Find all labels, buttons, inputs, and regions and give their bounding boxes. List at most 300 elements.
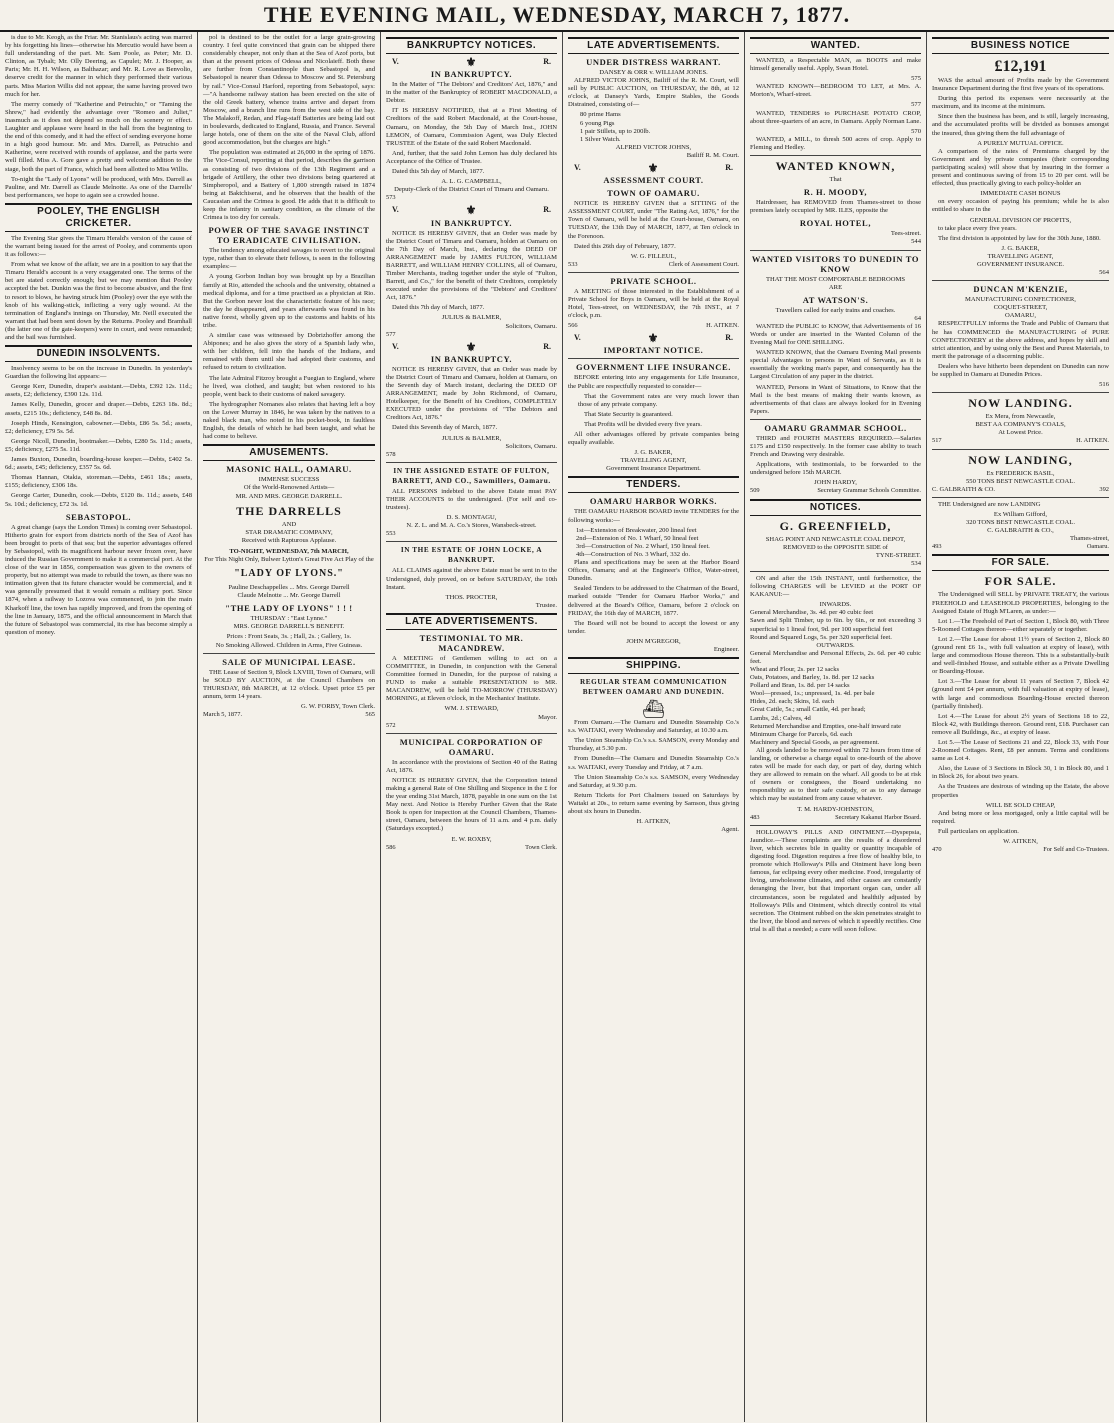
notice-text: All other advantages offered by private companies being equally available.: [568, 431, 739, 447]
divider: [568, 358, 739, 359]
heading-savage-instinct: POWER OF THE SAVAGE INSTINCT TO ERADICATE CIVILISATION.: [208, 225, 370, 246]
crest: [386, 203, 557, 218]
signature: Mayor.: [538, 713, 557, 721]
article-text: Insolvency seems to be on the increase in Dunedin. In yesterday's Guardian the following list appears:—: [5, 365, 192, 381]
crest-icon: ⚜: [465, 203, 477, 218]
notice-text: Sealed Tenders to be addressed to the Chairman of the Board, marked outside "Tender for Oamaru Harbor Works," and delivered at the Board's Office, Oamaru, before 2 o'clock on FRIDAY, the 16th day of MARCH, 1877.: [568, 585, 739, 617]
wanted-heading: WANTED VISITORS TO DUNEDIN TO KNOW: [751, 253, 920, 274]
heading-amusements: AMUSEMENTS.: [203, 444, 375, 461]
signature: N. Z. L. and M. A. Co.'s Stores, Wansbeck-street.: [406, 522, 537, 530]
ad-line: THAT THE MOST COMFORTABLE BEDROOMS: [765, 275, 906, 283]
ad-footer: [932, 437, 1109, 445]
crest-icon: ⚜: [465, 339, 477, 354]
notice-heading: NOW LANDING.: [968, 396, 1073, 411]
ad-number: 566: [568, 322, 578, 330]
wanted-ad: Hairdresser, has REMOVED from Thames-street to those premises lately occupied by MR. ILES, opposite the: [750, 199, 921, 215]
notice-text: As the Trustees are desirous of winding up the Estate, the above properties: [932, 783, 1109, 799]
ad-number: 575: [911, 75, 921, 83]
ad-line: IMMENSE SUCCESS: [258, 476, 320, 484]
list-item: Hides, 2d. each; Skins, 1d. each: [750, 698, 835, 706]
heading-bankruptcy-notices: BANKRUPTCY NOTICES.: [386, 37, 557, 54]
ad-line: AT WATSON'S.: [802, 294, 869, 305]
list-item: Great Cattle, 5s.; small Cattle, 4d. per head;: [750, 706, 866, 714]
wanted-ad: WANTED KNOWN, that the Oamaru Evening Mail presents special Advantages to persons in Want of Servants, as it is essentially the working man's paper, and consequently has the Largest Circulation of any paper in the district.: [750, 349, 921, 381]
ad-footer: [568, 261, 739, 269]
notice-text: The Undersigned will SELL by PRIVATE TREATY, the various FREEHOLD and LEASEHOLD PROPERTIES, belonging to the Assigned Estate of Hugh M'Laren, as under:—: [932, 591, 1109, 615]
divider: [750, 250, 921, 251]
insolvent-entry: George Nicoll, Dunedin, bootmaker.—Debts, £280 5s. 11d.; assets, £5; deficiency, £275 5s. 11d.: [5, 437, 192, 453]
ad-number: 534: [911, 559, 921, 567]
signature: Thames-street,: [1070, 535, 1109, 543]
heading-for-sale: FOR SALE.: [932, 554, 1109, 571]
divider: [750, 825, 921, 826]
heading-business-notice: BUSINESS NOTICE: [932, 37, 1109, 54]
masthead: THE EVENING MAIL, WEDNESDAY, MARCH 7, 1877.: [0, 0, 1114, 32]
ad-number: 553: [386, 530, 396, 538]
ad-number: 570: [911, 127, 921, 135]
notice-heading: IN THE ASSIGNED ESTATE OF FULTON, BARRETT, AND CO., Sawmillers, Oamaru.: [392, 466, 551, 485]
list-item: Lambs, 2d.; Calves, 4d: [750, 714, 811, 722]
ad-line: AND: [281, 520, 297, 528]
ad-footer: [750, 814, 921, 822]
review-text: The merry comedy of "Katherine and Petruchio," or "Taming the Shrew," had evidently the advantage over "Romeo and Juliet," inasmuch as it does not depend so much on the scenery or effect. Laughter and applause were heard in the hall from the beginning to the end of this comedy, and it had the effect of sending everyone home in a high good humour. Mr. and Mrs. Darrell, as Petruchio and Katherine, were received with rounds of applause, and the parts were well filled. Miss A. Gore gave a pretty and welcome addition to the stage, both the part of France, which had been allotted to Miss Willis.: [5, 100, 192, 173]
notice-text: THE OAMARU HARBOR BOARD invite TENDERS for the following works:—: [568, 508, 739, 524]
review-text: is due to Mr. Keogh, as the Friar. Mr. Stanislaus's acting was marred by his forgetting his lines—otherwise his Mercutio would have been a full understanding of the part. Mr. Sam Poole, as Peter; Mr. D. Clinton, as Tybalt; Mr. Olly Deering, as Capulet; Mr. J. Hooper, as Paris; Mr. H. H. Wilson, as Balthazar; and Mr. R. Love as Benvolio, deserve credit for the manner in which they performed their various parts. Miss Marion Willis did not appear, the same having proved two much for her.: [5, 34, 192, 98]
notice-text: All goods landed to be removed within 72 hours from time of landing, or otherwise a charge equal to one-fourth of the above rates will be made for each day, or part of day, during which they are allowed to remain on the wharf. All goods to be at risk of owners or consignees, the Board undertaking no responsibility as to their safe custody, or as to any damage which may be sustained from any cause whatever.: [750, 746, 921, 803]
ad-line: That: [829, 176, 842, 184]
signature: Solicitors, Oamaru.: [505, 442, 557, 450]
heading-notices: NOTICES.: [750, 499, 921, 516]
notice-text: NOTICE IS HEREBY GIVEN that a SITTING of the ASSESSMENT COURT, under "The Rating Act, 1876," for the Town of Oamaru, will be held at the Court-house, Oamaru, on TUESDAY, the 13th Day of MARCH, 1877, at Ten o'clock in the Forenoon.: [568, 200, 739, 240]
list-item: General Merchandise, 3s. 4d. per 40 cubic feet: [750, 609, 874, 617]
ad-line: TYNE-STREET.: [875, 551, 921, 559]
ad-line: IMMEDIATE CASH BONUS: [980, 190, 1061, 198]
notice-text: The first division is appointed by law for the 30th June, 1880.: [938, 234, 1101, 242]
ad-number: 578: [386, 450, 396, 458]
notice-text: on every occasion of paying his premium; while he is also entitled to share in the: [932, 198, 1109, 214]
ad-line: REMOVED to the OPPOSITE SIDE of: [783, 543, 888, 551]
signature: Secretary Kakanui Harbor Board.: [835, 813, 921, 821]
lot-entry: Lot 4.—The Lease for about 2½ years of Sections 18 to 22, Block 42, with Buildings thereon. Ground rent, £18. Purchaser can remove all Buildings, &c., at expiry of lease.: [932, 712, 1109, 736]
ad-line: COQUET-STREET,: [993, 304, 1048, 312]
ad-footer: [386, 844, 557, 852]
ad-number: 573: [386, 194, 396, 202]
notice-text: NOTICE IS HEREBY GIVEN, that an Order was made by the District Court of Timaru and Oamaru, holden at Oamaru on the 7th Day of March, Inst., declaring the DEED OF ARRANGEMENT made by JAMES FULTON, WILLIAM BARRETT, and WILLIAM HENRY COLLINS, all of Oamaru, Timber Merchants, trading together under the style of "Fulton, Barrett, and Co.," for the benefit of their Creditors, completely executed under the provisions of the "Debtors' and Creditors' Act, 1876.": [386, 229, 557, 302]
ad-footer: [203, 711, 375, 719]
hall-name: MASONIC HALL, OAMARU.: [226, 464, 352, 475]
signature: C. GALBRAITH & CO.: [932, 485, 996, 493]
insolvent-entry: James Kelly, Dunedin, grocer and draper.—Debts, £263 18s. 8d.; assets, £215 10s.; deficiency, £48 8s. 8d.: [5, 401, 192, 417]
signature: Deputy-Clerk of the District Court of Timaru and Oamaru.: [394, 186, 549, 194]
ad-footer: [932, 846, 1109, 854]
notice-text: Since then the business has been, and is still, largely increasing, and the accumulated profits will be divided as bonuses amongst the insured, thus giving them the full advantage of: [932, 113, 1109, 137]
column-4: [563, 32, 745, 1422]
ad-line: OAMARU,: [1005, 312, 1036, 320]
wanted-ad: WANTED, TENDERS to PURCHASE POTATO CROP, about three-quarters of an acre, in Oamaru. Apply Norman Lane.: [750, 109, 922, 125]
notice-text: From Dunedin—The Oamaru and Dunedin Steamship Co.'s s.s. WAITAKI, every Tuesday and Friday, at 7 a.m.: [568, 755, 739, 771]
signature: Secretary Grammar Schools Committee.: [817, 487, 921, 495]
notice-heading: PRIVATE SCHOOL.: [610, 275, 697, 286]
notice-heading: MUNICIPAL CORPORATION OF OAMARU.: [399, 736, 544, 757]
signature: J. G. BAKER,: [1001, 244, 1040, 252]
ad-line: WILL BE SOLD CHEAP,: [985, 801, 1056, 809]
article-text: A great change (says the London Times) is coming over Sebastopol. Hitherto grain for export from districts north of the Sea of Azof has been brought to ports of that sea; but the superior advantages offered by Sebastopol, with its magnificent harbour never frozen over, have induced the Russian Government to make it a commercial port. At the close of the war in 1856, compensation was given to the owners of property, but no attempt was made to rebuild the town, as there was no intimation given that its future character would be commercial, and it was generally presumed that it would remain a military port. Since 1874, when a railway to Lozova was commenced, to join the main Kharkoff line, the town has rapidly improved, and from the opening of the line in January, 1875, and the official announcement in March that the future of Sebastopol was commercial, its rise has become simply a question of money.: [5, 523, 192, 636]
notice-subheading: TOWN OF OAMARU.: [607, 188, 700, 199]
ad-line: THURSDAY : "East Lynne.": [250, 615, 328, 623]
lot-entry: Lot 1.—The Freehold of Part of Section 1, Block 80, with Three 5-Roomed Cottages thereon—either separately or together.: [932, 617, 1109, 633]
crest-v: V.: [392, 57, 399, 66]
ad-line: Tees-street.: [890, 230, 921, 238]
notice-text: Plans and specifications may be seen at the Harbor Board Offices, Oamaru; and at the Engineer's Office, Water-street, Dunedin.: [568, 559, 739, 583]
list-item: 80 prime Hams: [580, 111, 621, 119]
crest: [386, 339, 557, 354]
signature: TRAVELLING AGENT,: [620, 457, 687, 465]
notice-heading: IN BANKRUPTCY.: [430, 217, 513, 228]
list-item: 1 Silver Watch.: [580, 135, 621, 143]
notice-text: In accordance with the provisions of Section 40 of the Rating Act, 1876.: [386, 758, 557, 774]
signature: T. M. HARDY-JOHNSTON,: [797, 805, 874, 813]
notice-text: And being more or less mortgaged, only a little capital will be required.: [932, 809, 1109, 825]
notice-heading: IN BANKRUPTCY.: [430, 353, 513, 364]
signature: Agent.: [721, 826, 739, 834]
ad-number: 586: [386, 843, 396, 851]
list-item: Pollard and Bran, 1s. 8d. per 14 sacks: [750, 682, 850, 690]
ad-line: A PURELY MUTUAL OFFICE.: [977, 139, 1064, 147]
notice-text: That State Security is guaranteed.: [584, 410, 673, 418]
signature: G. W. FORBY, Town Clerk.: [300, 703, 375, 710]
ad-line: 550 TONS BEST NEWCASTLE COAL.: [966, 477, 1075, 485]
rate-list: [750, 609, 921, 641]
ad-line: No Smoking Allowed. Children in Arms, Five Guineas.: [215, 641, 363, 649]
crest-r: R.: [725, 333, 733, 343]
ad-line: SHAG POINT AND NEWCASTLE COAL DEPOT,: [765, 535, 906, 543]
signature: H. AITKEN,: [636, 818, 671, 826]
lot-entry: Lot 2.—The Lease for about 11½ years of Section 2, Block 80 (ground rent £6 1s., with full valuation at expiry of lease), with large and commodious House thereon. This is a substantially-built and well-finished House, and suitable either as a Private Dwelling or Boarding-House.: [932, 635, 1109, 676]
signature: ALFRED VICTOR JOHNS,: [615, 143, 692, 151]
notice-text: The Union Steamship Co.'s s.s. SAMSON, every Monday and Thursday, at 5.30 p.m.: [568, 737, 739, 753]
signature: Trustee.: [535, 601, 557, 609]
ad-number: 565: [365, 711, 375, 719]
ad-line: GENERAL DIVISION OF PROFITS,: [969, 216, 1072, 224]
ad-line: BEST AA COMPANY'S COALS,: [975, 421, 1066, 429]
notice-heading: FOR SALE.: [984, 574, 1057, 589]
ad-line: Pauline Deschappelles ... Mrs. George Darrell: [228, 584, 350, 592]
heading-municipal-lease: SALE OF MUNICIPAL LEASE.: [222, 656, 356, 667]
notice-text: WAS the actual amount of Profits made by the Government Insurance Department during the first five years of its operations.: [932, 77, 1109, 93]
signature: Bailiff R. M. Court.: [686, 151, 739, 159]
notice-heading: NOW LANDING,: [968, 452, 1073, 467]
notice-text: NOTICE IS HEREBY GIVEN, that the Corporation intend making a general Rate of One Shilling and Sixpence in the £ for the year ending 31st March, 1878, payable in one sum on the 1st May next. And Notice is Hereby Further Given that the Rate Book is open for inspection at the Council Chambers, Thames-street, Oamaru, between the hours of 11 a.m. and 4 p.m. daily (Saturdays excepted.): [386, 776, 557, 833]
ad-number: 517: [932, 437, 942, 445]
divider: [386, 733, 557, 734]
ad-line: "THE LADY OF LYONS" ! ! !: [225, 603, 353, 614]
wanted-ad: WANTED KNOWN—BEDROOM TO LET, at Mrs. A. Morton's, Wharf-street.: [750, 83, 921, 99]
signature: J. G. BAKER,: [634, 449, 673, 457]
goods-list: [568, 111, 739, 143]
notice-text: IT IS HEREBY NOTIFIED, that at a First Meeting of Creditors of the said Robert Macdonald, at the Court-house, Oamaru, on Monday, the 5th Day of March Inst., JOHN LEMON, of Oamaru, Commission Agent, was Duly Elected TRUSTEE of the Estate of the said Robert Macdonald.: [386, 107, 557, 147]
notice-heading: GOVERNMENT LIFE INSURANCE.: [575, 362, 731, 373]
divider: [932, 280, 1109, 281]
signature: For Self and Co-Trustees.: [1043, 846, 1109, 854]
crest-v: V.: [392, 341, 399, 351]
ad-number: 483: [750, 813, 760, 821]
rate-list: [750, 650, 921, 747]
notice-text: Applications, with testimonials, to be forwarded to the undersigned before 15th MARCH.: [750, 461, 921, 477]
list-item: Round and Squared Logs, 5s. per 320 superficial feet.: [750, 633, 892, 641]
signature: W. AITKEN,: [1003, 838, 1038, 846]
signature: Solicitors, Oamaru.: [505, 322, 557, 330]
article-text: The Evening Star gives the Timaru Herald's version of the cause of the warrant being issued for the arrest of Pooley, and comments upon it as follows:—: [5, 234, 192, 259]
column-1: [0, 32, 198, 1422]
divider: [386, 462, 557, 463]
notice-text: THE Undersigned are now LANDING: [938, 500, 1041, 508]
list-item: 3rd—Construction of No. 2 Wharf, 150 lineal feet.: [576, 542, 710, 550]
wanted-ad: WANTED, a Respectable MAN, as BOOTS and make himself generally useful. Apply, Swan Hotel.: [750, 57, 921, 73]
ad-number: 572: [386, 721, 396, 729]
notice-text: ON and after the 15th INSTANT, until furthernotice, the following CHARGES will be LEVIED at the PORT OF KAKANUI:—: [750, 574, 921, 599]
notice-heading: IN THE ESTATE OF JOHN LOCKE, A BANKRUPT.: [400, 546, 543, 565]
list-item: Minimum Charge for Parcels, 6d. each: [750, 730, 853, 738]
signature: Government Insurance Department.: [606, 465, 701, 473]
ad-text: THE Lease of Section 9, Block LXVIII, Town of Oamaru, will be SOLD BY AUCTION, at the Council Chambers on THURSDAY, 8th MARCH, at 12 o'clock. Upset price £5 per annum, term 14 years.: [203, 668, 375, 700]
crest-icon: ⚜: [647, 331, 659, 346]
profit-amount: £12,191: [994, 58, 1047, 75]
notice-heading: TESTIMONIAL TO MR. MACANDREW.: [419, 632, 524, 653]
list-item: Oats, Potatoes, and Barley, 1s. 8d. per 12 sacks: [750, 674, 875, 682]
list-item: 4th—Construction of No. 3 Wharf, 332 do.: [576, 550, 690, 558]
crest: [386, 55, 557, 69]
list-item: 1st—Extension of Breakwater, 200 lineal feet: [576, 526, 697, 534]
heading-sebastopol: SEBASTOPOL.: [65, 511, 132, 522]
notice-text: THIRD and FOURTH MASTERS REQUIRED.—Salaries £175 and £150 respectively. In the former case ability to teach French and Drawing very desirable.: [750, 434, 921, 459]
ad-number: 493: [932, 543, 942, 551]
ad-line: Ex FREDERICK BASIL,: [986, 469, 1055, 477]
divider: [932, 449, 1109, 450]
patent-medicine-ad: HOLLOWAY'S PILLS AND OINTMENT.—Dyspepsia, Jaundice.—These complaints are the results of a disordered liver, which secretes bile in quality or quantity incapable of digesting food. Digestion requires a free flow of healthy bile, to promote which Holloway's Pills and Ointment have long been famous, far eclipsing every other medicine. Food, irregularity of living, unwholesome climates, and other causes are constantly deranging the liver, but that important organ can, under all circumstances, soon be regulated and healthily adjusted by Holloway's Pills and Ointment, which directly control its vital secretion. The Ointment rubbed on the skin penetrates straight to the liver, the blood and nerves of which it speedily rectifies. One trial is all that a needed; a cure will soon follow.: [750, 828, 921, 933]
notice-parties: DANSEY & ORR v. WILLIAM JONES.: [599, 69, 708, 76]
notice-text: The Union Steamship Co.'s s.s. SAMSON, every Wednesday and Saturday, at 9.30 p.m.: [568, 773, 739, 789]
ad-number: 533: [568, 260, 578, 268]
notice-heading: DUNCAN M'KENZIE,: [973, 284, 1068, 295]
heading-wanted: WANTED.: [750, 37, 921, 54]
list-item: 1 pair Stillets, up to 200lb.: [580, 127, 651, 135]
signature: H. AITKEN.: [1076, 437, 1109, 445]
ad-line: MRS. GEORGE DARRELL'S BENEFIT.: [233, 623, 345, 631]
notice-text: During this period its expenses were necessarily at the maximum, and its income at the minimum.: [932, 95, 1109, 111]
notice-text: A MEETING of those interested in the Establishment of a Private School for Boys in Oamaru, will be held at the Royal Hotel, Tees-street, on WEDNESDAY, the 7th INST., at 7 o'clock, p.m.: [568, 287, 739, 320]
list-item: 6 young Pigs: [580, 119, 615, 127]
notice-date: Dated this 26th day of February, 1877.: [574, 242, 676, 250]
ad-line: Prices : Front Seats, 3s. ; Hall, 2s. ; Gallery, 1s.: [226, 633, 352, 641]
notice-heading: OAMARU HARBOR WORKS.: [589, 496, 718, 507]
crest-r: R.: [543, 341, 551, 351]
signature: Town Clerk.: [525, 843, 557, 851]
ad-line: 320 TONS BEST NEWCASTLE COAL.: [966, 519, 1075, 527]
signature: JULIUS & BALMER,: [441, 314, 502, 322]
heading-pooley: POOLEY, THE ENGLISH CRICKETER.: [5, 203, 192, 232]
list-item: General Merchandise and Personal Effects, 2s. 6d. per 40 cubic feet.: [750, 649, 921, 665]
article-text: A similar case was witnessed by Dobrizhoffer among the Abipones; and he also gives the story of a Spanish lady who, with her children, fell into the hands of the Indians, and remained with them until she had adopted their customs, and refused to return to civilization.: [203, 332, 375, 372]
divider: [932, 497, 1109, 498]
article-text: pol is destined to be the outlet for a large grain-growing country. I feel quite convinced that grain can be shipped there considerably cheaper, not only than at the Sea of Azof ports, but than at the present prices of Odessa and Nicolaieff. Both these are further from Constantinople than Sebastopol is, and Sebastopol is nearer than Odessa to Moscow and St. Petersburg by rail." Vice-Consul Harford, reporting from Sebastopol, says:—"A handsome railway station has been erected on the site of the old Greek battery, whence trains arrive and depart from Moscow, and a branch line runs from the west side of the bay. The Malakoff, Redan, and Flag-staff Batteries are being laid out in boulevards, dedicated to England, Russia, and France. Several large hotels, one of them on the site of the Naval Club, afford good accommodation, but the charges are high.": [203, 34, 375, 147]
insolvent-entry: James Buxton, Dunedin, boarding-house keeper.—Debts, £402 5s. 6d.; assets, £45; deficiency, £357 5s. 6d.: [5, 456, 192, 472]
notice-text: NOTICE IS HEREBY GIVEN, that an Order was made by the District Court of Timaru and Oamaru, holden at Oamaru, on the Seventh day of March instant, declaring the DEED OF ARRANGEMENT, made by John Richmond, of Oamaru, Hotelkeeper, for the Benefit of his Creditors, COMPLETELY EXECUTED under the provisions of "The Debtors and Creditors Act, 1876.": [386, 365, 557, 422]
notice-heading: ASSESSMENT COURT.: [603, 175, 704, 186]
notice-text: A comparison of the rates of Premiums charged by the Government and by private companies (their corresponding participating scales) will show that by insuring in the former a present and continuous saving of from 15 to 20 per cent. will be effected, thus practically giving to each policy-holder an: [932, 147, 1109, 188]
signature: Clerk of Assessment Court.: [668, 260, 739, 268]
ad-number: 64: [914, 314, 921, 322]
ad-line: At Lowest Price.: [998, 429, 1043, 437]
crest-icon: ⚜: [465, 55, 477, 69]
ad-footer: [932, 543, 1109, 551]
divider: [932, 392, 1109, 393]
newspaper-page: [0, 32, 1114, 1422]
signature: C. GALBRAITH & CO.,: [987, 527, 1054, 535]
divider: [203, 653, 375, 654]
ad-line: Of the World-Renowned Artists—: [243, 484, 335, 492]
notice-heading: IN BANKRUPTCY.: [430, 69, 513, 80]
notice-text: ALFRED VICTOR JOHNS, Bailiff of the R. M. Court, will sell by PUBLIC AUCTION, on THURSDAY, the 8th, at 12 o'clock, at Dansey's Yards, Empire Stables, the Goods Distrained, consisting of—: [568, 77, 739, 109]
notice-date: Dated this 5th day of March, 1877.: [392, 168, 485, 176]
notice-text: That Profits will be divided every five years.: [584, 420, 702, 428]
ad-line: ARE: [828, 283, 843, 291]
crest-r: R.: [543, 205, 551, 215]
insolvent-entry: George Carter, Dunedin, cook.—Debts, £120 8s. 11d.; assets, £48 5s. 10d.; deficiency, £72 3s. 1d.: [5, 492, 192, 508]
play-title: "LADY OF LYONS.": [234, 568, 344, 580]
signature: JOHN HARDY,: [814, 479, 857, 487]
notice-date: Dated this Seventh day of March, 1877.: [392, 424, 498, 432]
ad-line: STAR DRAMATIC COMPANY,: [245, 528, 333, 536]
heading-shipping: SHIPPING.: [568, 657, 739, 674]
crest-v: V.: [574, 333, 581, 343]
heading-tenders: TENDERS.: [568, 476, 739, 493]
ad-number: 544: [911, 238, 921, 246]
ad-line: Ex Mera, from Newcastle,: [985, 413, 1056, 421]
insolvent-entry: Joseph Hinds, Kensington, cabowner.—Debts, £86 5s. 5d.; assets, £2; deficiency, £79 5s. 5d.: [5, 419, 192, 435]
ad-line: Ex William Gifford,: [993, 510, 1048, 518]
crest-r: R.: [725, 163, 733, 173]
signature: E. W. ROXBY,: [451, 835, 492, 843]
ad-title: THE DARRELLS: [236, 503, 342, 518]
divider: [386, 541, 557, 542]
divider: [750, 571, 921, 572]
divider: [750, 419, 921, 420]
divider: [568, 272, 739, 273]
list-item: Sawn and Split Timber, up to 6in. by 6in., or not exceeding 3 superficial to 1 lineal foot, 9d. per 100 superficial feet: [750, 617, 921, 633]
column-3: [381, 32, 563, 1422]
notice-heading: UNDER DISTRESS WARRANT.: [586, 57, 721, 67]
notice-text: to take place every five years.: [938, 224, 1017, 232]
crest: [568, 161, 739, 176]
notice-heading: OAMARU GRAMMAR SCHOOL.: [764, 422, 907, 433]
tender-list: [568, 527, 739, 559]
list-item: Machinery and Special Goods, as per agreement.: [750, 738, 880, 746]
ad-number: 516: [1099, 381, 1109, 389]
ad-number: 470: [932, 846, 942, 854]
article-text: From what we know of the affair, we are in a position to say that the Timaru Herald's account is a very exaggerated one. The terms of the bet are stated correctly enough; but we may mention that Pooley accepted the bet. Dunkin was the first to become abusive, and the first to resort to blows, he having struck him (Pooley) over the eye with the knob of his walking-stick, inflicting a very ugly wound. At the termination of England's innings on Thursday, Mr. Neill executed the warrant that had been sent down by the Returns. Pooley and Bramhall (the latter one of the gate-keepers) were in court, and were remanded; and the bail was furnished.: [5, 261, 192, 341]
ad-number: 577: [911, 101, 921, 109]
ad-line: For This Night Only, Bulwer Lytton's Great Five Act Play of the: [204, 555, 374, 563]
signature: W. G. FILLEUL,: [630, 252, 677, 260]
heading-late-advertisements: LATE ADVERTISEMENTS.: [568, 37, 739, 54]
signature: JOHN M'GREGOR,: [626, 637, 681, 645]
lot-entry: Lot 3.—The Lease for about 11 years of Section 7, Block 42 (ground rent £4 per annum, with full valuation at expiry of lease), with large and commodious Boarding-House erected thereon (partially finished).: [932, 678, 1109, 710]
notice-subheading: OUTWARDS.: [816, 641, 855, 649]
wanted-ad: WANTED the PUBLIC to KNOW, that Advertisements of 16 Words or under are inserted in the Wanted Column of the Evening Mail for ONE SHILLING.: [750, 322, 921, 347]
notice-text: BEFORE entering into any engagements for Life Insurance, the Public are respectfully requested to consider—: [568, 374, 739, 390]
signature: Oamaru.: [1086, 543, 1109, 551]
notice-text: Return Tickets for Port Chalmers issued on Saturdays by Waitaki at 20s., to return same evening by Samson, thus giving about six hours in Dunedin.: [568, 791, 739, 815]
review-text: To-night the "Lady of Lyons" will be produced, with Mrs. Darrell as Pauline, and Mr. Darrell as Claude Melnotte. As one of the Darrells' best performances, we hope to again see a crowded house.: [5, 175, 192, 199]
ad-number: 509: [750, 487, 760, 495]
wanted-ad: WANTED, a MILL, to thresh 500 acres of crop. Apply to Fleming and Hedley.: [750, 135, 921, 151]
ad-number: 392: [1099, 485, 1109, 493]
ad-line: R. H. MOODY,: [803, 187, 868, 198]
signature: THOS. PROCTER,: [445, 593, 498, 601]
signature: WM. J. STEWARD,: [444, 705, 499, 713]
notice-text: From Oamaru.—The Oamaru and Dunedin Steamship Co.'s s.s. WAITAKI, every Wednesday and Saturday, at 10.30 a.m.: [568, 719, 739, 735]
notice-heading: IMPORTANT NOTICE.: [603, 345, 704, 356]
list-item: Returned Merchandise and Empties, one-half inward rate: [750, 722, 902, 730]
ad-line: ROYAL HOTEL,: [799, 218, 872, 229]
article-text: The tendency among educated savages to revert to the original type, rather than to elevate their fellows, is seen in the following examples:—: [203, 247, 375, 271]
crest-r: R.: [543, 57, 551, 66]
heading-late-advertisements: LATE ADVERTISEMENTS.: [386, 613, 557, 630]
notice-text: The Board will not be bound to accept the lowest or any tender.: [568, 619, 739, 635]
ad-line: MR. AND MRS. GEORGE DARRELL.: [235, 492, 343, 500]
crest-v: V.: [574, 163, 581, 173]
notice-text: In the Matter of "The Debtors' and Creditors' Act, 1876," and in the matter of the Bankruptcy of ROBERT MACDONALD, a Debtor.: [386, 81, 557, 105]
notice-date: Dated this 7th day of March, 1877.: [392, 304, 485, 312]
steamship-icon: ⛴: [642, 699, 665, 720]
signature: GOVERNMENT INSURANCE.: [976, 260, 1065, 268]
notice-text: RESPECTFULLY informs the Trade and Public of Oamaru that he has COMMENCED the MANUFACTURING of PURE CONFECTIONERY at the above address, and hopes by skill and strict attention, and by using only the Best and Purest Materials, to merit the patronage of a discerning public.: [932, 320, 1109, 360]
article-text: A young Gorbon Indian boy was brought up by a Brazilian family at Rio, attended the schools and the university, obtained a medical diploma, and for a time practised as a physician at Rio. But the Gorbon never lost the characteristic feature of his race; the day he disappeared, and years afterwards was found in his native forest, wholly given up to the customs and habits of his tribe.: [203, 273, 375, 329]
notice-text: That the Government rates are very much lower than those of any private company.: [578, 392, 739, 408]
notice-heading: REGULAR STEAM COMMUNICATION BETWEEN OAMARU AND DUNEDIN.: [579, 678, 728, 697]
notice-text: Full particulars on application.: [938, 827, 1019, 835]
ad-line: Travellers called for early trains and coaches.: [775, 306, 896, 314]
ad-footer: [750, 487, 921, 495]
ad-line: MANUFACTURING CONFECTIONER,: [965, 296, 1076, 304]
lot-entry: Lot 5.—The Lease of Sections 21 and 22, Block 33, with Four 2-Roomed Cottages. Rent, £8 per annum. Terms and conditions same as Lot 4.: [932, 739, 1109, 763]
ad-footer: [932, 486, 1109, 494]
insolvent-entry: Thomas Hannan, Otakia, storeman.—Debts, £461 18s.; assets, £155; deficiency, £306 18s.: [5, 474, 192, 490]
notice-text: A MEETING of Gentlemen willing to act on a COMMITTEE, in Dunedin, in conjunction with the General Committee formed in Dunedin, for the purpose of raising a FUND to make a suitable PRESENTATION to MR. MACANDREW, will be held TO-MORROW (THURSDAY) MORNING, at Eleven o'clock, in the Mechanics' Institute.: [386, 654, 557, 703]
notice-heading: G. GREENFIELD,: [779, 518, 892, 533]
ad-line: Received with Rapturous Applause.: [241, 536, 337, 544]
ad-line: Claude Melnotte ... Mr. George Darrell: [237, 592, 341, 600]
column-5: [745, 32, 927, 1422]
article-text: The hydrographer Nomanes also relates that having left a boy on the Lower Murray in 1846, he was taken by the natives to a naked black man, who noted in his pocket-book, in faultless English, the details of which he had been taught, and what he had come to believe.: [203, 400, 375, 441]
ad-footer: [568, 322, 739, 330]
notice-text: ALL CLAIMS against the above Estate must be sent in to the Undersigned, duly proved, on or before SATURDAY, the 10th Instant.: [386, 567, 557, 591]
notice-subheading: INWARDS.: [819, 601, 852, 609]
signature: A. L. G. CAMPBELL,: [441, 178, 502, 186]
signature: D. S. MONTAGU,: [446, 514, 497, 522]
list-item: Wheat and Flour, 2s. per 12 sacks: [750, 665, 840, 673]
signature: JULIUS & BALMER,: [441, 434, 502, 442]
insolvent-entry: George Kerr, Dunedin, draper's assistant.—Debts, £392 12s. 11d.; assets, £2; deficiency, £390 12s. 11d.: [5, 383, 192, 399]
ad-date: March 5, 1877.: [203, 711, 243, 719]
lot-entry: Also, the Lease of 3 Sections in Block 30, 1 in Block 80, and 1 in Block 26, for about two years.: [932, 765, 1109, 781]
wanted-heading: WANTED KNOWN,: [775, 159, 896, 174]
notice-text: ALL PERSONS indebted to the above Estate must PAY THEIR ACCOUNTS to the undersigned. (For self and co-trustees).: [386, 487, 557, 512]
list-item: 2nd—Extension of No. 1 Wharf, 50 lineal feet: [576, 534, 699, 542]
ad-number: 577: [386, 330, 396, 338]
signature: H. AITKEN.: [706, 322, 739, 330]
crest-icon: ⚜: [647, 161, 659, 176]
